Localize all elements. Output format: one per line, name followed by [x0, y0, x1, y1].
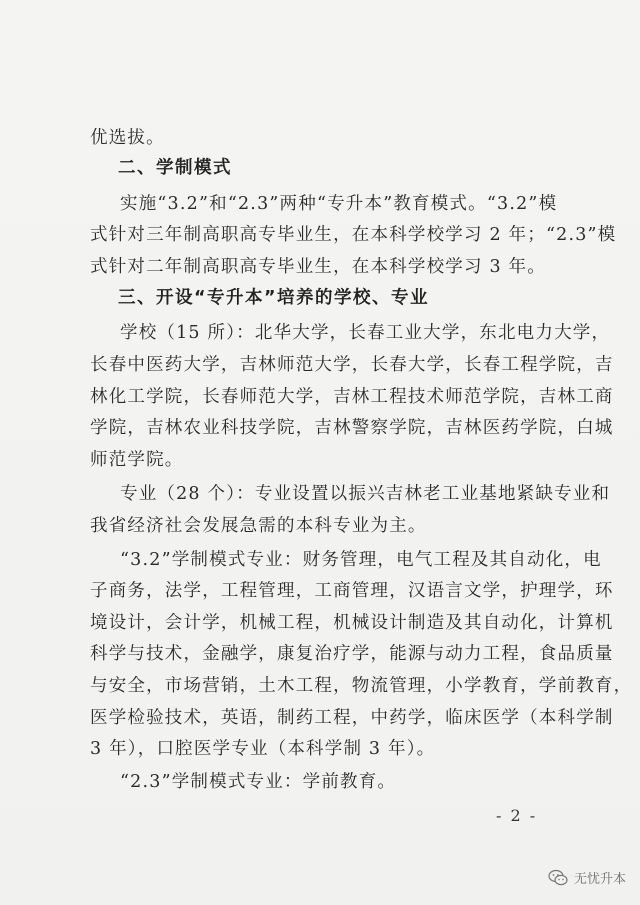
watermark-text: 无忧升本 — [574, 872, 627, 887]
text-line: 3 年），口腔医学专业（本科学制 3 年）。 — [90, 739, 436, 759]
text-line: 学院，吉林农业科技学院，吉林警察学院，吉林医药学院，白城 — [90, 418, 614, 438]
text-line: 科学与技术，金融学，康复治疗学，能源与动力工程，食品质量 — [90, 644, 614, 664]
text-line: 与安全，市场营销，土木工程，物流管理，小学教育，学前教育， — [90, 676, 633, 696]
text-line: 我省经济社会发展急需的本科专业为主。 — [90, 516, 427, 536]
text-line: 长春中医药大学，吉林师范大学，长春大学，长春工程学院，吉 — [90, 355, 614, 375]
text-line: 优选拔。 — [90, 128, 165, 148]
text-line: 师范学院。 — [90, 450, 184, 470]
text-line: 实施“3.2”和“2.3”两种“专升本”教育模式。“3.2”模 — [120, 194, 558, 214]
watermark — [548, 868, 626, 887]
wechat-icon — [548, 869, 568, 887]
text-line: 子商务，法学，工程管理，工商管理，汉语言文学，护理学，环 — [90, 581, 614, 601]
section-heading: 三、开设“专升本”培养的学校、专业 — [118, 288, 430, 308]
text-line: 医学检验技术，英语，制药工程，中药学，临床医学（本科学制 — [90, 708, 614, 728]
text-line: “2.3”学制模式专业：学前教育。 — [120, 772, 397, 792]
section-heading: 二、学制模式 — [118, 158, 232, 178]
text-line: 式针对二年制高职高专毕业生，在本科学校学习 3 年。 — [90, 257, 546, 277]
text-line: 境设计，会计学，机械工程，机械设计制造及其自动化，计算机 — [90, 613, 614, 633]
page-number: - 2 - — [496, 806, 538, 825]
text-line: 专业（28 个）：专业设置以振兴吉林老工业基地紧缺专业和 — [120, 484, 611, 504]
text-line: 式针对三年制高职高专毕业生，在本科学校学习 2 年；“2.3”模 — [90, 225, 617, 245]
text-line: “3.2”学制模式专业：财务管理，电气工程及其自动化，电 — [120, 550, 602, 570]
text-line: 学校（15 所）：北华大学，长春工业大学，东北电力大学， — [120, 323, 611, 343]
text-line: 林化工学院，长春师范大学，吉林工程技术师范学院，吉林工商 — [90, 387, 614, 407]
